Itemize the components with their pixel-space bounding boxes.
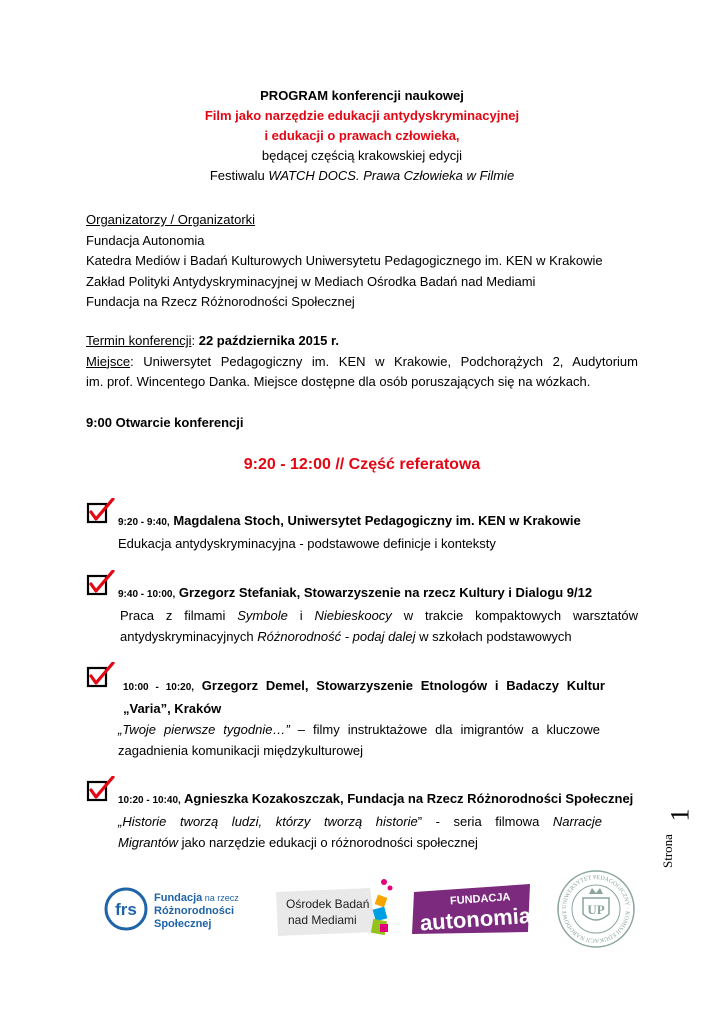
term-label: Termin konferencji <box>86 333 192 348</box>
talk-time: 10:00 - 10:20, <box>123 682 195 693</box>
talk-time: 9:20 - 9:40, <box>118 517 170 528</box>
autonomia-line1: FUNDACJA <box>449 891 511 908</box>
frs-logo-graphic <box>104 882 264 936</box>
program-title-italic: Różnorodność - podaj dalej <box>257 629 416 644</box>
strona-label: Strona <box>660 834 675 868</box>
desc-part: Praca z filmami <box>120 608 238 623</box>
autonomia-logo <box>410 882 534 936</box>
organizers-section <box>86 210 638 313</box>
talk-body <box>118 510 638 554</box>
organizer-item: Katedra Mediów i Badań Kulturowych Uniwersytetu Pedagogicznego im. KEN w Krakowie <box>86 253 603 268</box>
talk-description-line2 <box>118 626 638 647</box>
term-date: 22 października 2015 r. <box>198 333 339 348</box>
talk-heading <box>118 675 605 698</box>
frs-word-fundacja: Fundacja <box>154 892 203 904</box>
talk-body <box>118 675 638 761</box>
festival-line <box>80 166 644 186</box>
talk-item <box>86 498 638 550</box>
festival-prefix: Festiwalu <box>209 168 269 183</box>
conference-title-line2: i edukacji o prawach człowieka, <box>264 128 460 143</box>
organizer-item: Fundacja Autonomia <box>86 232 205 248</box>
talk-description-line2 <box>118 832 638 853</box>
organizer-item: Fundacja na Rzecz Różnorodności Społecznej <box>86 294 355 309</box>
talk-description-line1 <box>118 605 638 626</box>
desc-part: jako narzędzie edukacji o różnorodności społecznej <box>177 835 478 850</box>
talk-time: 10:20 - 10:40, <box>118 795 181 806</box>
talk-time: 9:40 - 10:00, <box>118 589 176 600</box>
up-ring-textpath: UNIWERSYTET PEDAGOGICZNY · KOMISJI EDUKACJI NARODOWE <box>561 874 631 944</box>
opening-line: 9:00 Otwarcie konferencji <box>86 415 244 430</box>
autonomia-line2: autonomia <box>419 902 532 936</box>
frs-mark: frs <box>115 900 137 919</box>
up-logo-graphic <box>555 868 637 950</box>
film-title: „Historie tworzą ludzi, którzy tworzą historie <box>118 814 418 829</box>
frs-line1 <box>154 892 239 904</box>
talk-item <box>86 570 638 644</box>
talk-heading <box>118 582 638 605</box>
term-place-section <box>86 331 638 393</box>
talk-description: Edukacja antydyskryminacyjna - podstawowe definicje i konteksty <box>118 536 496 551</box>
film-title: Niebieskoocy <box>314 608 392 623</box>
conference-title-line1: Film jako narzędzie edukacji antydyskryminacyjnej <box>204 108 520 123</box>
talk-speaker: Grzegorz Demel, Stowarzyszenie Etnologów i Badaczy Kultur <box>194 678 605 693</box>
obm-logo-graphic <box>272 874 400 944</box>
desc-part: ” - seria filmowa <box>417 814 553 829</box>
talk-body <box>118 788 638 853</box>
desc-part: w trakcie kompaktowych warsztatów <box>391 608 638 623</box>
desc-part: – filmy instruktażowe dla imigrantów a kluczowe <box>289 722 601 737</box>
series-title: Narracje <box>552 814 602 829</box>
talk-speaker: Grzegorz Stefaniak, Stowarzyszenie na rzecz Kultury i Dialogu 9/12 <box>175 585 593 600</box>
autonomia-logo-graphic <box>410 882 534 936</box>
term-line <box>86 331 638 352</box>
talk-speaker-line2: „Varia”, Kraków <box>123 701 222 716</box>
checkbox-checked-icon <box>86 570 116 596</box>
up-letters: UP <box>587 902 605 917</box>
series-title: Migrantów <box>118 835 178 850</box>
talk-description-line1 <box>118 719 600 740</box>
frs-line2: Różnorodności <box>154 905 235 917</box>
frs-line3: Społecznej <box>154 918 212 930</box>
page-number-value: 1 <box>665 808 695 822</box>
obm-line1: Ośrodek Badań <box>286 897 370 911</box>
talk-item <box>86 776 638 850</box>
organizers-heading: Organizatorzy / Organizatorki <box>86 212 256 227</box>
talk-item <box>86 662 638 758</box>
program-header <box>80 86 644 186</box>
place-line1 <box>86 352 638 373</box>
edition-line: będącej częścią krakowskiej edycji <box>261 148 463 163</box>
checkbox-checked-icon <box>86 498 116 524</box>
talk-description-line1 <box>118 811 602 832</box>
place-label: Miejsce <box>86 353 131 369</box>
desc-part: i <box>287 608 315 623</box>
place-line2: im. prof. Wincentego Danka. Miejsce dostępne dla osób poruszających się na wózkach. <box>86 374 591 389</box>
section-title: 9:20 - 12:00 // Część referatowa <box>243 456 481 473</box>
term-separator: : <box>191 333 199 348</box>
film-title: Symbole <box>237 608 288 623</box>
film-title: „Twoje pierwsze tygodnie…” <box>118 722 290 737</box>
up-logo <box>555 868 637 950</box>
talk-speaker: Magdalena Stoch, Uniwersytet Pedagogiczny im. KEN w Krakowie <box>169 513 581 528</box>
place-text: : Uniwersytet Pedagogiczny im. KEN w Krakowie, Podchorążych 2, Audytorium <box>130 353 638 369</box>
frs-word-na-rzecz: na rzecz <box>202 893 239 903</box>
page-number <box>660 800 700 870</box>
talk-heading <box>118 788 638 811</box>
talk-speaker: Agnieszka Kozakoszczak, Fundacja na Rzecz Różnorodności Społecznej <box>180 791 634 806</box>
desc-part: antydyskryminacyjnych <box>120 629 258 644</box>
talk-description-line2: zagadnienia komunikacji międzykulturowej <box>118 743 363 758</box>
talk-body <box>118 582 638 647</box>
organizer-item: Zakład Polityki Antydyskryminacyjnej w Mediach Ośrodka Badań nad Mediami <box>86 273 536 289</box>
checkbox-checked-icon <box>86 662 116 688</box>
obm-line2: nad Mediami <box>288 913 357 927</box>
partner-logos <box>0 862 724 962</box>
obm-logo <box>272 874 400 944</box>
checkbox-checked-icon <box>86 776 116 802</box>
frs-logo <box>104 882 264 936</box>
desc-part: w szkołach podstawowych <box>415 629 572 644</box>
talk-heading <box>118 510 638 533</box>
festival-name: WATCH DOCS. Prawa Człowieka w Filmie <box>268 168 515 183</box>
program-title: PROGRAM konferencji naukowej <box>260 88 464 103</box>
